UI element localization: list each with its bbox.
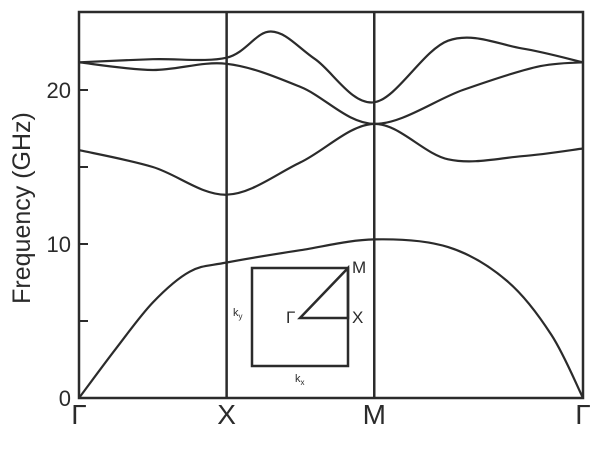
x-tick-label: Γ	[575, 399, 591, 430]
inset-gamma-label: Γ	[286, 308, 296, 327]
inset-m-label: M	[352, 258, 367, 277]
brillouin-zone-inset	[233, 258, 366, 387]
band-2	[79, 124, 583, 195]
bands	[79, 31, 583, 398]
inset-x-label: X	[352, 308, 364, 327]
x-tick-label: X	[217, 399, 236, 430]
y-axis-label: Frequency (GHz)	[8, 112, 36, 304]
x-tick-label: M	[362, 399, 386, 430]
inset-irreducible-wedge	[300, 268, 348, 318]
inset-kx-label	[295, 373, 305, 387]
inset-ky-label	[233, 307, 243, 321]
y-axis	[47, 78, 88, 411]
y-tick-label: 10	[46, 232, 71, 257]
y-tick-label: 20	[46, 78, 71, 103]
inset-kx-base: k	[295, 373, 301, 385]
band-3	[79, 31, 583, 102]
inset-ky-sub: y	[238, 312, 243, 321]
band-4	[79, 62, 583, 124]
inset-ky-base: k	[233, 307, 239, 319]
symmetry-lines	[227, 12, 375, 398]
x-axis	[71, 399, 590, 430]
y-tick-label: 0	[58, 386, 71, 411]
x-tick-label: Γ	[71, 399, 87, 430]
inset-kx-sub: x	[300, 378, 305, 387]
